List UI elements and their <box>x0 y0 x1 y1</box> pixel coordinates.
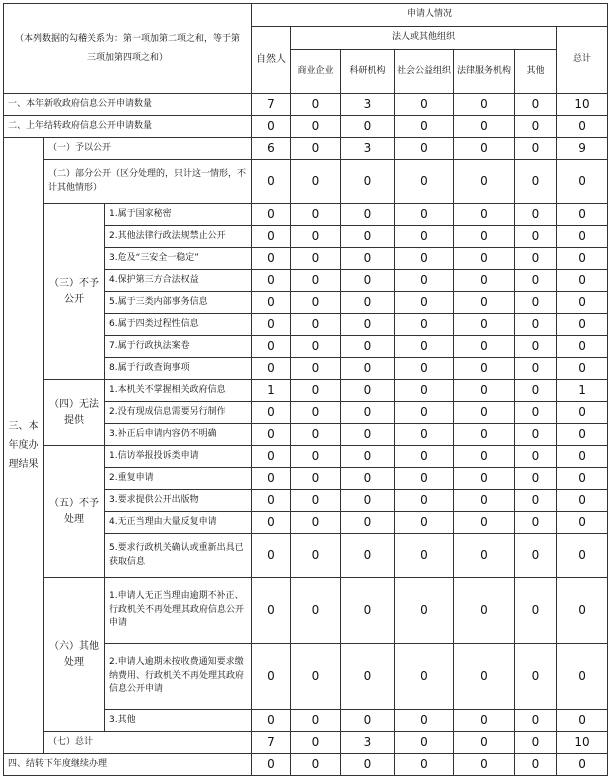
not-disclosed-item-label: 2.其他法律行政法规禁止公开 <box>105 226 252 248</box>
not-processed-item-business-cell: 0 <box>291 468 341 490</box>
not-disclosed-item-total-cell: 0 <box>557 226 608 248</box>
not-processed-item-natural-cell: 0 <box>252 490 291 512</box>
not-disclosed-item-welfare-cell: 0 <box>395 358 454 380</box>
not-processed-item-total-cell: 0 <box>557 468 608 490</box>
other-processing-item-welfare-cell: 0 <box>395 578 454 644</box>
not-processed-item-legal-cell: 0 <box>454 490 515 512</box>
not-disclosed-item-label: 8.属于行政查询事项 <box>105 358 252 380</box>
not-disclosed-item-welfare-cell: 0 <box>395 270 454 292</box>
disclosed-business-cell: 0 <box>291 138 341 160</box>
next-year-other-cell: 0 <box>515 754 557 776</box>
not-processed-item-legal-cell: 0 <box>454 468 515 490</box>
other-processing-item-label: 3.其他 <box>105 710 252 732</box>
info-disclosure-table <box>3 3 608 776</box>
partial-natural-cell: 0 <box>252 160 291 204</box>
not-processed-item-business-cell: 0 <box>291 446 341 468</box>
not-processed-item-welfare-cell: 0 <box>395 468 454 490</box>
natural-person-header: 自然人 <box>252 27 291 94</box>
disclosed-total-cell: 9 <box>557 138 608 160</box>
table-row <box>4 578 608 644</box>
carried-over-business-cell: 0 <box>291 116 341 138</box>
not-disclosed-item-legal-cell: 0 <box>454 336 515 358</box>
not-disclosed-item-total-cell: 0 <box>557 336 608 358</box>
carried-over-other-cell: 0 <box>515 116 557 138</box>
not-disclosed-item-total-cell: 0 <box>557 314 608 336</box>
partial-other-cell: 0 <box>515 160 557 204</box>
other-processing-item-legal-cell: 0 <box>454 710 515 732</box>
cannot-provide-item-welfare-cell: 0 <box>395 380 454 402</box>
relation-note: （本列数据的勾稽关系为：第一项加第二项之和，等于第三项加第四项之和） <box>4 4 252 94</box>
not-disclosed-item-business-cell: 0 <box>291 292 341 314</box>
not-processed-item-legal-cell: 0 <box>454 512 515 534</box>
not-processed-item-natural-cell: 0 <box>252 512 291 534</box>
not-disclosed-item-business-cell: 0 <box>291 336 341 358</box>
not-disclosed-item-research-cell: 0 <box>341 358 395 380</box>
partial-welfare-cell: 0 <box>395 160 454 204</box>
not-disclosed-item-other-cell: 0 <box>515 270 557 292</box>
not-processed-item-natural-cell: 0 <box>252 468 291 490</box>
disclosed-welfare-cell: 0 <box>395 138 454 160</box>
cannot-provide-item-natural-cell: 1 <box>252 380 291 402</box>
not-disclosed-item-legal-cell: 0 <box>454 204 515 226</box>
not-disclosed-item-welfare-cell: 0 <box>395 292 454 314</box>
not-disclosed-item-research-cell: 0 <box>341 226 395 248</box>
table-row <box>4 754 608 776</box>
not-disclosed-item-welfare-cell: 0 <box>395 248 454 270</box>
cannot-provide-item-other-cell: 0 <box>515 424 557 446</box>
not-disclosed-item-natural-cell: 0 <box>252 226 291 248</box>
org-header-other: 其他 <box>515 50 557 94</box>
other-processing-item-total-cell: 0 <box>557 644 608 710</box>
next-year-natural-cell: 0 <box>252 754 291 776</box>
other-processing-item-label: 2.申请人逾期未按收费通知要求缴纳费用、行政机关不再处理其政府信息公开申请 <box>105 644 252 710</box>
org-header-research: 科研机构 <box>341 50 395 94</box>
partial-research-cell: 0 <box>341 160 395 204</box>
grand-total-legal-cell: 0 <box>454 732 515 754</box>
org-header-public-welfare: 社会公益组织 <box>395 50 454 94</box>
not-disclosed-item-total-cell: 0 <box>557 292 608 314</box>
not-processed-item-other-cell: 0 <box>515 446 557 468</box>
row-label-carried-over: 二、上年结转政府信息公开申请数量 <box>4 116 252 138</box>
not-processed-item-legal-cell: 0 <box>454 534 515 578</box>
not-disclosed-item-welfare-cell: 0 <box>395 226 454 248</box>
not-processed-item-other-cell: 0 <box>515 512 557 534</box>
not-processed-item-natural-cell: 0 <box>252 534 291 578</box>
next-year-research-cell: 0 <box>341 754 395 776</box>
not-disclosed-item-label: 6.属于四类过程性信息 <box>105 314 252 336</box>
not-disclosed-item-business-cell: 0 <box>291 270 341 292</box>
not-disclosed-item-label: 4.保护第三方合法权益 <box>105 270 252 292</box>
new-requests-natural-cell: 7 <box>252 94 291 116</box>
not-processed-item-legal-cell: 0 <box>454 446 515 468</box>
cannot-provide-item-legal-cell: 0 <box>454 380 515 402</box>
not-disclosed-item-other-cell: 0 <box>515 314 557 336</box>
not-processed-item-total-cell: 0 <box>557 446 608 468</box>
not-disclosed-item-other-cell: 0 <box>515 226 557 248</box>
not-disclosed-item-research-cell: 0 <box>341 248 395 270</box>
not-disclosed-item-welfare-cell: 0 <box>395 314 454 336</box>
next-year-total-cell: 0 <box>557 754 608 776</box>
grand-total-other-cell: 0 <box>515 732 557 754</box>
carried-over-welfare-cell: 0 <box>395 116 454 138</box>
not-processed-item-total-cell: 0 <box>557 512 608 534</box>
carried-over-natural-cell: 0 <box>252 116 291 138</box>
table-row <box>4 204 608 226</box>
table-row <box>4 94 608 116</box>
org-header-legal-service: 法律服务机构 <box>454 50 515 94</box>
not-disclosed-item-legal-cell: 0 <box>454 226 515 248</box>
not-disclosed-item-natural-cell: 0 <box>252 336 291 358</box>
other-processing-item-business-cell: 0 <box>291 578 341 644</box>
not-disclosed-item-legal-cell: 0 <box>454 314 515 336</box>
new-requests-legal-cell: 0 <box>454 94 515 116</box>
not-disclosed-item-welfare-cell: 0 <box>395 336 454 358</box>
other-processing-item-natural-cell: 0 <box>252 710 291 732</box>
not-disclosed-item-research-cell: 0 <box>341 292 395 314</box>
not-disclosed-item-natural-cell: 0 <box>252 248 291 270</box>
row-label-grand-total: （七）总计 <box>44 732 252 754</box>
not-processed-item-research-cell: 0 <box>341 468 395 490</box>
other-processing-item-other-cell: 0 <box>515 644 557 710</box>
not-processed-item-welfare-cell: 0 <box>395 446 454 468</box>
not-disclosed-item-other-cell: 0 <box>515 358 557 380</box>
carried-over-total-cell: 0 <box>557 116 608 138</box>
other-processing-item-legal-cell: 0 <box>454 578 515 644</box>
not-disclosed-group-label: （三）不予公开 <box>44 204 105 380</box>
not-processed-item-research-cell: 0 <box>341 534 395 578</box>
disclosed-other-cell: 0 <box>515 138 557 160</box>
cannot-provide-item-legal-cell: 0 <box>454 402 515 424</box>
not-processed-item-total-cell: 0 <box>557 490 608 512</box>
cannot-provide-item-total-cell: 0 <box>557 402 608 424</box>
not-processed-item-business-cell: 0 <box>291 534 341 578</box>
table-row <box>4 446 608 468</box>
not-disclosed-item-natural-cell: 0 <box>252 292 291 314</box>
not-processed-group-label: （五）不予处理 <box>44 446 105 578</box>
other-processing-item-business-cell: 0 <box>291 710 341 732</box>
other-processing-group-label: （六）其他处理 <box>44 578 105 732</box>
not-disclosed-item-legal-cell: 0 <box>454 358 515 380</box>
cannot-provide-item-other-cell: 0 <box>515 402 557 424</box>
not-disclosed-item-natural-cell: 0 <box>252 314 291 336</box>
cannot-provide-item-natural-cell: 0 <box>252 424 291 446</box>
not-disclosed-item-welfare-cell: 0 <box>395 204 454 226</box>
other-processing-item-other-cell: 0 <box>515 710 557 732</box>
not-disclosed-item-legal-cell: 0 <box>454 292 515 314</box>
not-processed-item-welfare-cell: 0 <box>395 512 454 534</box>
other-processing-item-natural-cell: 0 <box>252 644 291 710</box>
other-processing-item-other-cell: 0 <box>515 578 557 644</box>
cannot-provide-item-total-cell: 1 <box>557 380 608 402</box>
cannot-provide-item-research-cell: 0 <box>341 424 395 446</box>
not-disclosed-item-total-cell: 0 <box>557 270 608 292</box>
not-disclosed-item-business-cell: 0 <box>291 204 341 226</box>
disclosed-legal-cell: 0 <box>454 138 515 160</box>
not-disclosed-item-business-cell: 0 <box>291 248 341 270</box>
not-processed-item-label: 5.要求行政机关确认或重新出具已获取信息 <box>105 534 252 578</box>
new-requests-welfare-cell: 0 <box>395 94 454 116</box>
partial-total-cell: 0 <box>557 160 608 204</box>
other-processing-item-research-cell: 0 <box>341 644 395 710</box>
not-processed-item-natural-cell: 0 <box>252 446 291 468</box>
not-processed-item-business-cell: 0 <box>291 512 341 534</box>
cannot-provide-item-business-cell: 0 <box>291 402 341 424</box>
not-disclosed-item-legal-cell: 0 <box>454 270 515 292</box>
cannot-provide-item-natural-cell: 0 <box>252 402 291 424</box>
other-processing-item-natural-cell: 0 <box>252 578 291 644</box>
not-processed-item-research-cell: 0 <box>341 512 395 534</box>
grand-total-welfare-cell: 0 <box>395 732 454 754</box>
grand-total-business-cell: 0 <box>291 732 341 754</box>
cannot-provide-item-welfare-cell: 0 <box>395 402 454 424</box>
partial-legal-cell: 0 <box>454 160 515 204</box>
row-label-new-requests: 一、本年新收政府信息公开申请数量 <box>4 94 252 116</box>
not-processed-item-label: 2.重复申请 <box>105 468 252 490</box>
not-processed-item-other-cell: 0 <box>515 490 557 512</box>
not-processed-item-welfare-cell: 0 <box>395 490 454 512</box>
disclosed-research-cell: 3 <box>341 138 395 160</box>
org-header-business: 商业企业 <box>291 50 341 94</box>
not-disclosed-item-other-cell: 0 <box>515 292 557 314</box>
cannot-provide-item-welfare-cell: 0 <box>395 424 454 446</box>
cannot-provide-group-label: （四）无法提供 <box>44 380 105 446</box>
table-row <box>4 138 608 160</box>
other-processing-item-welfare-cell: 0 <box>395 710 454 732</box>
other-processing-item-research-cell: 0 <box>341 578 395 644</box>
not-disclosed-item-natural-cell: 0 <box>252 358 291 380</box>
other-processing-item-research-cell: 0 <box>341 710 395 732</box>
grand-total-natural-cell: 7 <box>252 732 291 754</box>
disclosed-natural-cell: 6 <box>252 138 291 160</box>
next-year-welfare-cell: 0 <box>395 754 454 776</box>
row-label-next-year: 四、结转下年度继续办理 <box>4 754 252 776</box>
not-disclosed-item-label: 3.危及“三安全一稳定” <box>105 248 252 270</box>
other-processing-item-label: 1.申请人无正当理由逾期不补正、行政机关不再处理其政府信息公开申请 <box>105 578 252 644</box>
not-disclosed-item-natural-cell: 0 <box>252 204 291 226</box>
cannot-provide-item-total-cell: 0 <box>557 424 608 446</box>
not-processed-item-label: 1.信访举报投诉类申请 <box>105 446 252 468</box>
table-row <box>4 380 608 402</box>
cannot-provide-item-label: 2.没有现成信息需要另行制作 <box>105 402 252 424</box>
next-year-legal-cell: 0 <box>454 754 515 776</box>
not-disclosed-item-business-cell: 0 <box>291 314 341 336</box>
row-label-partial: （二）部分公开（区分处理的，只计这一情形，不计其他情形） <box>44 160 252 204</box>
cannot-provide-item-business-cell: 0 <box>291 380 341 402</box>
not-disclosed-item-natural-cell: 0 <box>252 270 291 292</box>
other-processing-item-legal-cell: 0 <box>454 644 515 710</box>
grand-total-total-cell: 10 <box>557 732 608 754</box>
not-processed-item-other-cell: 0 <box>515 534 557 578</box>
total-header: 总计 <box>557 27 608 94</box>
not-disclosed-item-research-cell: 0 <box>341 270 395 292</box>
next-year-business-cell: 0 <box>291 754 341 776</box>
cannot-provide-item-label: 1.本机关不掌握相关政府信息 <box>105 380 252 402</box>
not-disclosed-item-legal-cell: 0 <box>454 248 515 270</box>
not-disclosed-item-total-cell: 0 <box>557 204 608 226</box>
not-disclosed-item-business-cell: 0 <box>291 226 341 248</box>
cannot-provide-item-other-cell: 0 <box>515 380 557 402</box>
legal-and-other-header: 法人或其他组织 <box>291 27 557 50</box>
not-disclosed-item-label: 5.属于三类内部事务信息 <box>105 292 252 314</box>
not-processed-item-research-cell: 0 <box>341 446 395 468</box>
cannot-provide-item-legal-cell: 0 <box>454 424 515 446</box>
table-row <box>4 160 608 204</box>
not-processed-item-research-cell: 0 <box>341 490 395 512</box>
cannot-provide-item-business-cell: 0 <box>291 424 341 446</box>
carried-over-research-cell: 0 <box>341 116 395 138</box>
new-requests-research-cell: 3 <box>341 94 395 116</box>
new-requests-total-cell: 10 <box>557 94 608 116</box>
not-disclosed-item-research-cell: 0 <box>341 336 395 358</box>
not-disclosed-item-research-cell: 0 <box>341 204 395 226</box>
not-processed-item-total-cell: 0 <box>557 534 608 578</box>
not-processed-item-label: 4.无正当理由大量反复申请 <box>105 512 252 534</box>
table-row <box>4 116 608 138</box>
other-processing-item-welfare-cell: 0 <box>395 644 454 710</box>
partial-business-cell: 0 <box>291 160 341 204</box>
not-processed-item-welfare-cell: 0 <box>395 534 454 578</box>
carried-over-legal-cell: 0 <box>454 116 515 138</box>
not-disclosed-item-business-cell: 0 <box>291 358 341 380</box>
not-disclosed-item-other-cell: 0 <box>515 336 557 358</box>
new-requests-other-cell: 0 <box>515 94 557 116</box>
not-disclosed-item-other-cell: 0 <box>515 248 557 270</box>
other-processing-item-business-cell: 0 <box>291 644 341 710</box>
new-requests-business-cell: 0 <box>291 94 341 116</box>
not-disclosed-item-research-cell: 0 <box>341 314 395 336</box>
table-row <box>4 732 608 754</box>
not-processed-item-other-cell: 0 <box>515 468 557 490</box>
applicant-situation-header: 申请人情况 <box>252 4 608 27</box>
row-label-disclosed: （一）予以公开 <box>44 138 252 160</box>
cannot-provide-item-research-cell: 0 <box>341 402 395 424</box>
not-processed-item-business-cell: 0 <box>291 490 341 512</box>
not-disclosed-item-label: 7.属于行政执法案卷 <box>105 336 252 358</box>
cannot-provide-item-label: 3.补正后申请内容仍不明确 <box>105 424 252 446</box>
not-disclosed-item-total-cell: 0 <box>557 248 608 270</box>
section-label-results: 三、本年度办理结果 <box>4 138 44 754</box>
not-processed-item-label: 3.要求提供公开出版物 <box>105 490 252 512</box>
grand-total-research-cell: 3 <box>341 732 395 754</box>
cannot-provide-item-research-cell: 0 <box>341 380 395 402</box>
other-processing-item-total-cell: 0 <box>557 710 608 732</box>
not-disclosed-item-total-cell: 0 <box>557 358 608 380</box>
not-disclosed-item-label: 1.属于国家秘密 <box>105 204 252 226</box>
not-disclosed-item-other-cell: 0 <box>515 204 557 226</box>
other-processing-item-total-cell: 0 <box>557 578 608 644</box>
